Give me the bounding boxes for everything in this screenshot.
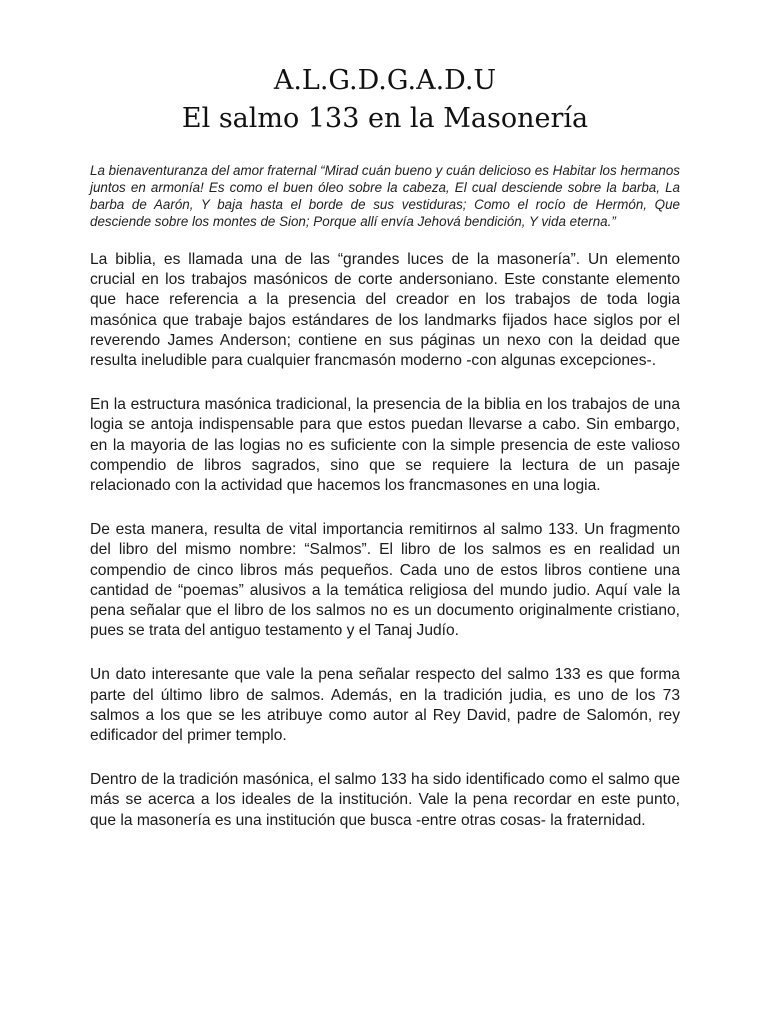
title-line-2: El salmo 133 en la Masonería [181,103,589,134]
paragraph-3: De esta manera, resulta de vital importancia remitirnos al salmo 133. Un fragmento del libro del mismo nombre: “Salmos”. El libro de los salmos es en realidad un compendio de cinco libros más pequeños. Cada uno de estos libros contiene una cantidad de “poemas” alusivos a la temática religiosa del mundo judio. Aquí vale la pena señalar que el libro de los salmos no es un documento originalmente cristiano, pues se trata del antiguo testamento y el Tanaj Judío. [90,521,680,640]
title-line-1: A.L.G.D.G.A.D.U [273,65,497,96]
document-title [90,62,680,138]
paragraph-4: Un dato interesante que vale la pena señalar respecto del salmo 133 es que forma parte del último libro de salmos. Además, en la tradición judia, es uno de los 73 salmos a los que se les atribuye como autor al Rey David, padre de Salomón, rey edificador del primer templo. [90,666,680,745]
paragraph-5: Dentro de la tradición masónica, el salmo 133 ha sido identificado como el salmo que más se acerca a los ideales de la institución. Vale la pena recordar en este punto, que la masonería es una institución que busca -entre otras cosas- la fraternidad. [90,771,680,829]
paragraph-1: La biblia, es llamada una de las “grandes luces de la masonería”. Un elemento crucial en los trabajos masónicos de corte andersoniano. Este constante elemento que hace referencia a la presencia del creador en los trabajos de toda logia masónica que trabaje bajos estándares de los landmarks fijados hace siglos por el reverendo James Anderson; contiene en sus páginas un nexo con la deidad que resulta ineludible para cualquier francmasón moderno -con algunas excepciones-. [90,251,680,370]
paragraph-2: En la estructura masónica tradicional, la presencia de la biblia en los trabajos de una logia se antoja indispensable para que estos puedan llevarse a cabo. Sin embargo, en la mayoria de las logias no es suficiente con la simple presencia de este valioso compendio de libros sagrados, sino que se requiere la lectura de un pasaje relacionado con la actividad que hacemos los francmasones en una logia. [90,396,680,495]
epigraph-quote: La bienaventuranza del amor fraternal “Mirad cuán bueno y cuán delicioso es Habitar los hermanos juntos en armonía! Es como el buen óleo sobre la cabeza, El cual desciende sobre la barba, La barba de Aarón, Y baja hasta el borde de sus vestiduras; Como el rocío de Hermón, Que desciende sobre los montes de Sion; Porque allí envía Jehová bendición, Y vida eterna.” [90,163,680,229]
